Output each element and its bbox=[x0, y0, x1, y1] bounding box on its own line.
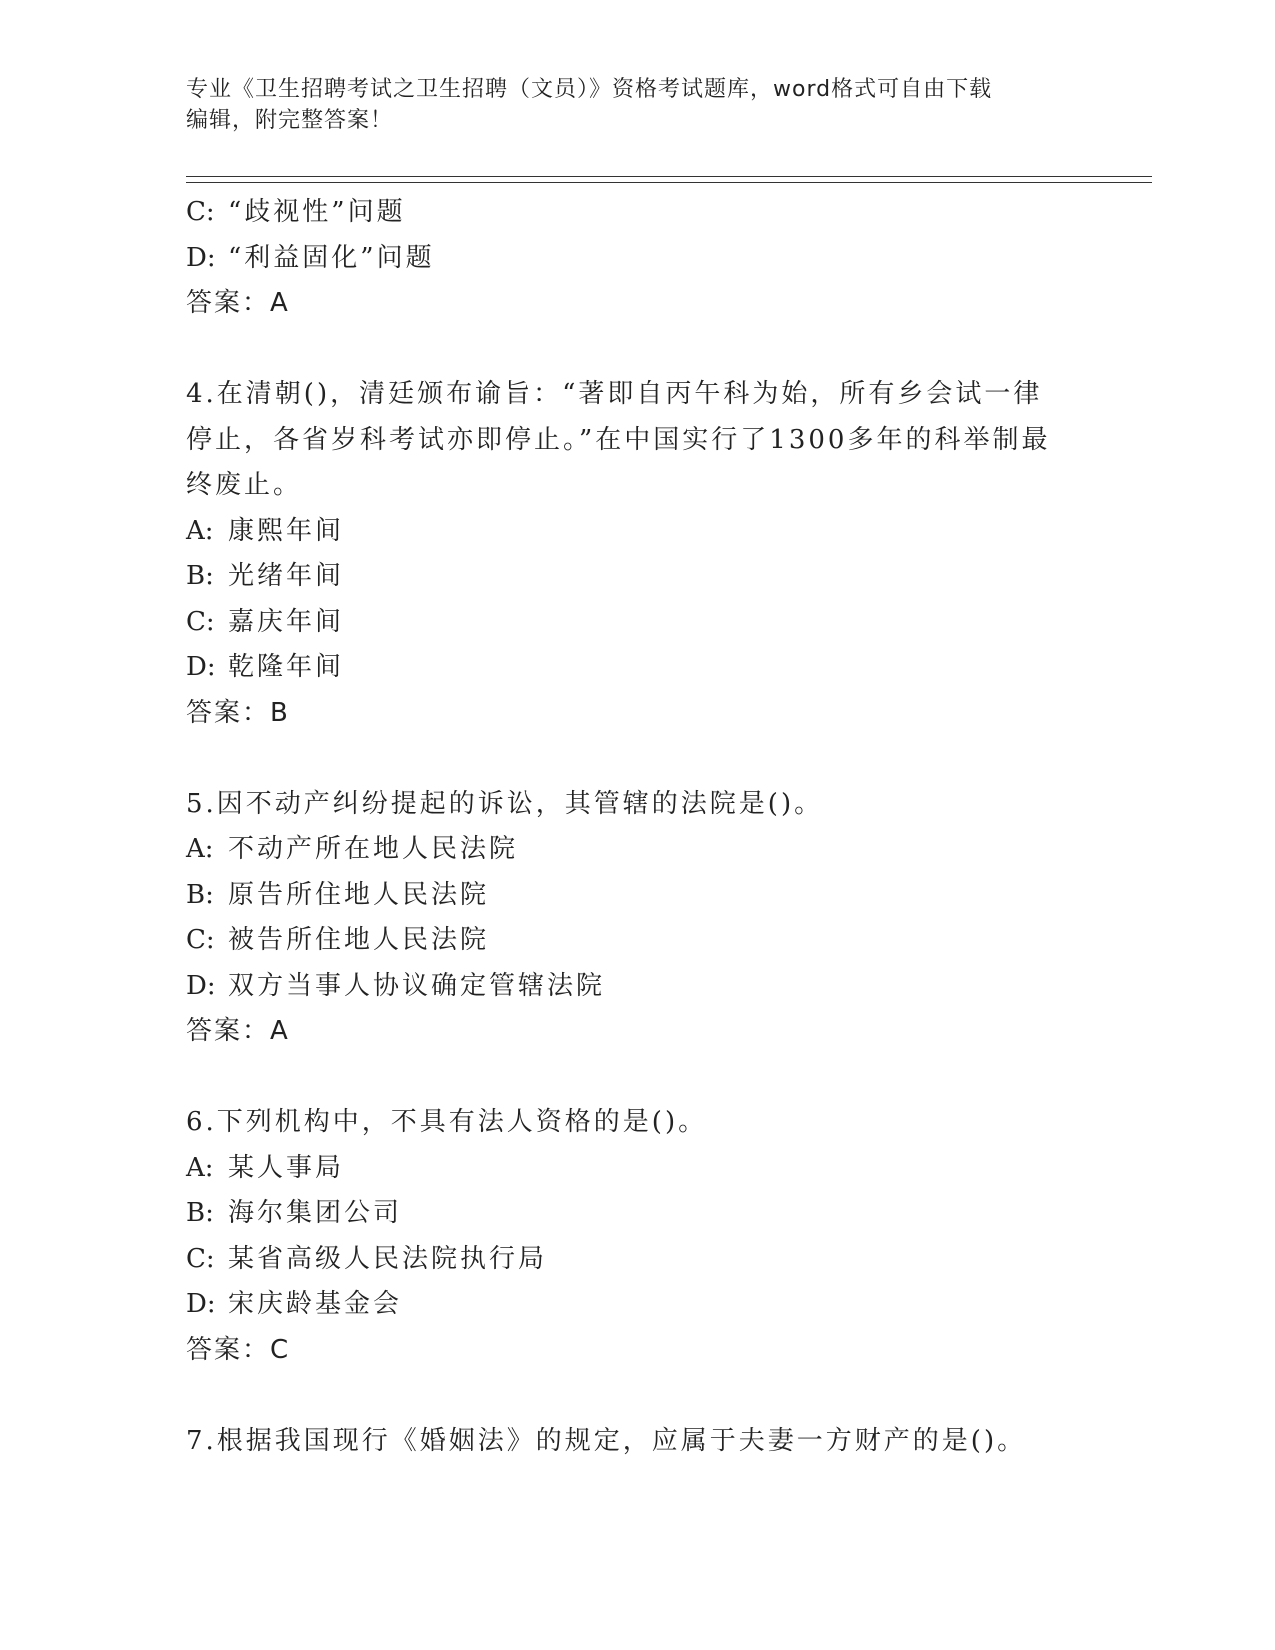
answer-line: 答案：A bbox=[186, 288, 290, 318]
option-letter: C: bbox=[186, 606, 215, 637]
option-text: 某省高级人民法院执行局 bbox=[228, 1243, 548, 1274]
option-letter: A: bbox=[186, 1152, 214, 1183]
answer-line: 答案：C bbox=[186, 1334, 291, 1365]
option-text: 嘉庆年间 bbox=[228, 606, 345, 637]
option-letter: B: bbox=[186, 1198, 214, 1228]
option-c bbox=[186, 918, 1146, 964]
option-letter: A: bbox=[186, 515, 214, 546]
option-a bbox=[186, 827, 1146, 873]
option-letter: D: bbox=[186, 1289, 216, 1319]
option-letter: D: bbox=[186, 970, 216, 1001]
option-a bbox=[186, 1146, 1146, 1192]
option-a bbox=[186, 509, 1146, 555]
option-letter: B: bbox=[186, 879, 214, 910]
document-header bbox=[186, 74, 1086, 136]
header-line-2: 编辑，附完整答案！ bbox=[186, 108, 394, 133]
option-c bbox=[186, 600, 1146, 646]
partial-question bbox=[186, 190, 1146, 327]
question-stem-line: 5.因不动产纠纷提起的诉讼，其管辖的法院是()。 bbox=[186, 788, 824, 819]
question-6 bbox=[186, 1100, 1146, 1373]
option-text: “歧视性”问题 bbox=[228, 197, 406, 227]
option-text: 原告所住地人民法院 bbox=[228, 879, 490, 910]
option-letter: B: bbox=[186, 561, 214, 591]
option-d bbox=[186, 236, 1146, 282]
option-b bbox=[186, 554, 1146, 600]
option-letter: C: bbox=[186, 925, 215, 955]
question-stem-line: 4.在清朝()，清廷颁布谕旨：“著即自丙午科为始，所有乡会试一律 bbox=[186, 379, 1043, 409]
header-rule-top bbox=[186, 176, 1152, 177]
option-text: “利益固化”问题 bbox=[228, 242, 435, 273]
header-line-1: 专业《卫生招聘考试之卫生招聘（文员）》资格考试题库，word格式可自由下载 bbox=[186, 77, 993, 102]
option-text: 光绪年间 bbox=[228, 561, 345, 591]
option-d bbox=[186, 964, 1146, 1010]
option-text: 乾隆年间 bbox=[228, 652, 345, 682]
question-4 bbox=[186, 372, 1146, 736]
question-stem-line: 6.下列机构中，不具有法人资格的是()。 bbox=[186, 1107, 708, 1137]
option-letter: D: bbox=[186, 242, 216, 273]
option-text: 某人事局 bbox=[228, 1152, 345, 1183]
option-letter: A: bbox=[186, 834, 214, 864]
option-c bbox=[186, 190, 1146, 236]
question-stem-line: 终废止。 bbox=[186, 470, 303, 500]
option-d bbox=[186, 645, 1146, 691]
answer-line: 答案：B bbox=[186, 697, 290, 728]
option-d bbox=[186, 1282, 1146, 1328]
option-letter: D: bbox=[186, 652, 216, 682]
option-text: 不动产所在地人民法院 bbox=[228, 834, 519, 864]
option-letter: C: bbox=[186, 1243, 215, 1274]
option-b bbox=[186, 1191, 1146, 1237]
question-5 bbox=[186, 782, 1146, 1055]
option-text: 康熙年间 bbox=[228, 515, 345, 546]
question-stem-line: 7.根据我国现行《婚姻法》的规定，应属于夫妻一方财产的是()。 bbox=[186, 1425, 1027, 1456]
answer-line: 答案：A bbox=[186, 1016, 290, 1046]
option-text: 被告所住地人民法院 bbox=[228, 925, 490, 955]
option-text: 海尔集团公司 bbox=[228, 1198, 403, 1228]
header-rule-bottom bbox=[186, 182, 1152, 183]
option-b bbox=[186, 873, 1146, 919]
option-c bbox=[186, 1237, 1146, 1283]
option-text: 双方当事人协议确定管辖法院 bbox=[228, 970, 606, 1001]
question-stem-line: 停止，各省岁科考试亦即停止。”在中国实行了1300多年的科举制最 bbox=[186, 424, 1051, 455]
question-7 bbox=[186, 1419, 1146, 1465]
question-list bbox=[186, 190, 1146, 1464]
option-text: 宋庆龄基金会 bbox=[228, 1289, 403, 1319]
option-letter: C: bbox=[186, 197, 215, 227]
